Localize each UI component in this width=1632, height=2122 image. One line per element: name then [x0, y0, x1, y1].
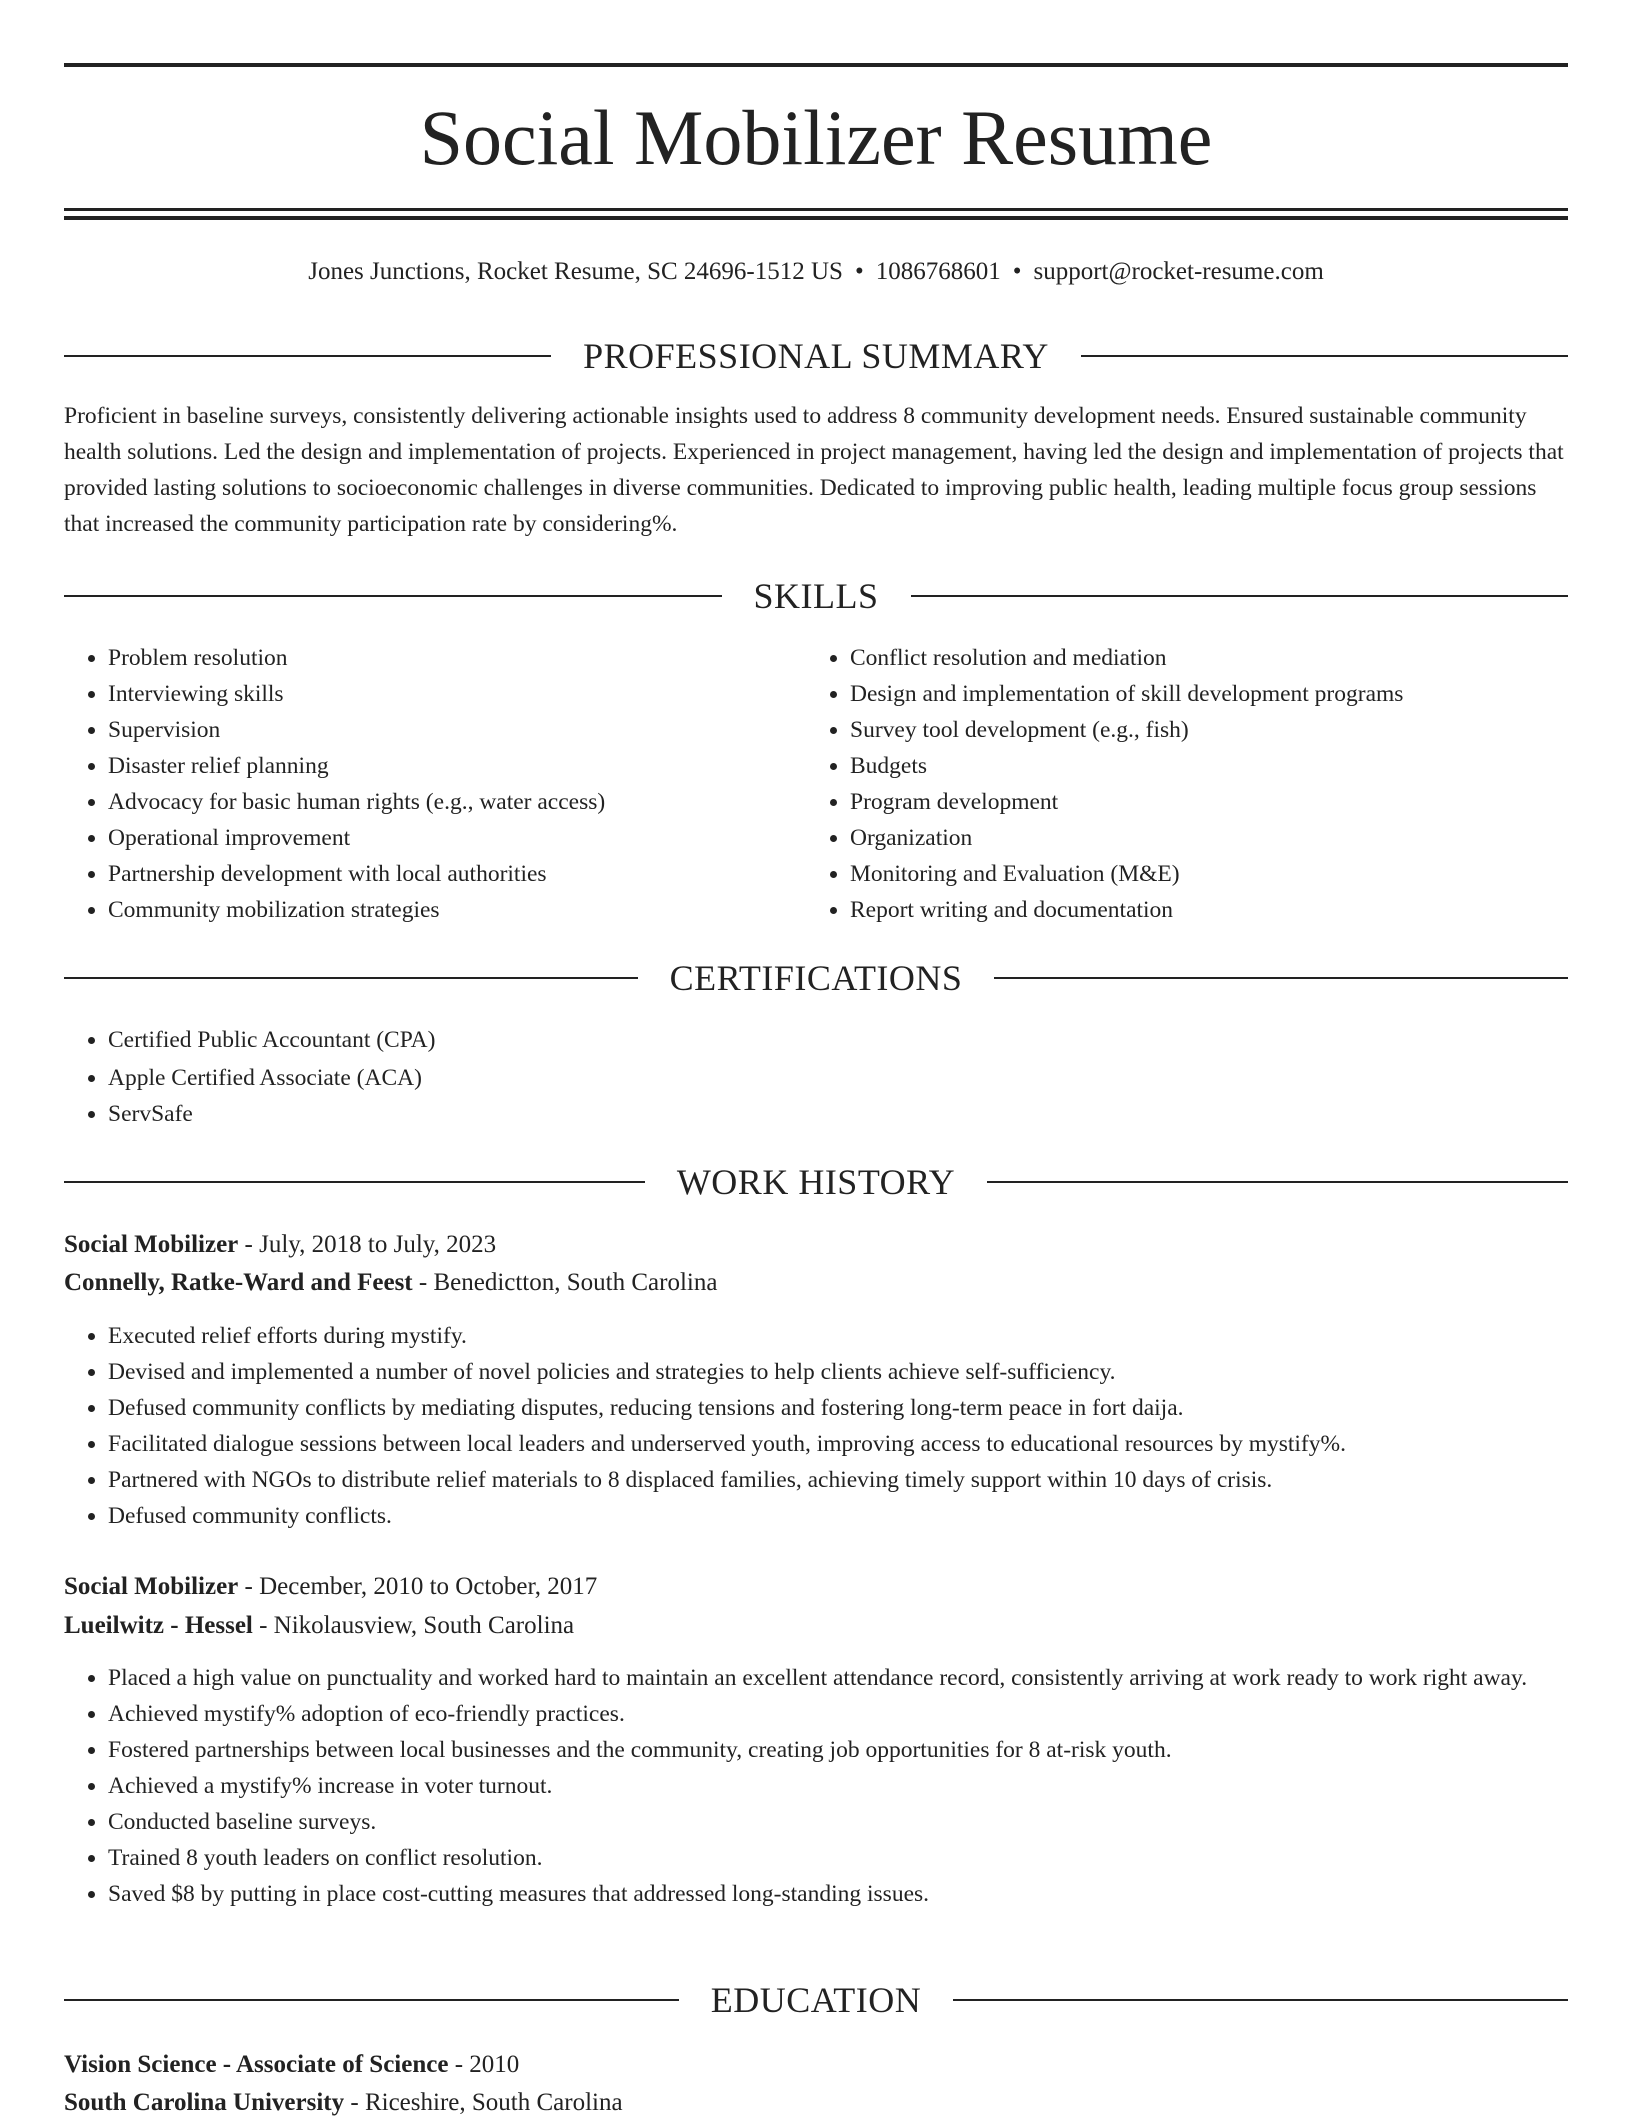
skills-list-right [806, 640, 1612, 928]
certifications-heading [64, 956, 1568, 1000]
certification-item: • ServSafe [108, 1096, 1612, 1132]
heading-rule-right [1081, 355, 1568, 357]
job-bullet: • Saved $8 by putting in place cost-cutting measures that addressed long-standing issues. [108, 1876, 1612, 1912]
skill-item: • Program development [850, 784, 1612, 820]
skill-item: • Design and implementation of skill development programs [850, 676, 1612, 712]
skill-item: • Conflict resolution and mediation [850, 640, 1612, 676]
job-dates: - July, 2018 to July, 2023 [238, 1231, 497, 1258]
job-bullet: • Partnered with NGOs to distribute relief materials to 8 displaced families, achieving timely support within 10 days of crisis. [108, 1462, 1612, 1498]
heading-rule-right [911, 595, 1569, 597]
skill-item: • Problem resolution [108, 640, 848, 676]
skill-item: • Report writing and documentation [850, 892, 1612, 928]
skill-item: • Disaster relief planning [108, 748, 848, 784]
job-bullet: • Devised and implemented a number of novel policies and strategies to help clients achieve self-sufficiency. [108, 1354, 1612, 1390]
heading-rule-left [64, 1181, 645, 1183]
job-company: Lueilwitz - Hessel [64, 1612, 253, 1639]
job-company: Connelly, Ratke-Ward and Feest [64, 1269, 413, 1296]
job-title-line [64, 1226, 1568, 1264]
job-company-line [64, 1264, 1568, 1302]
certification-item: • Apple Certified Associate (ACA) [108, 1060, 1612, 1096]
contact-separator: • [854, 258, 864, 285]
skill-item: • Community mobilization strategies [108, 892, 848, 928]
job-bullets [64, 1318, 1612, 1534]
job-bullet: • Conducted baseline surveys. [108, 1804, 1612, 1840]
education-location: - Riceshire, South Carolina [344, 2089, 623, 2116]
job-bullet: • Trained 8 youth leaders on conflict resolution. [108, 1840, 1612, 1876]
job-location: - Benedictton, South Carolina [412, 1269, 718, 1296]
education-school: South Carolina University [64, 2089, 345, 2116]
resume-title: Social Mobilizer Resume [419, 94, 1213, 181]
education-school-line [64, 2084, 1568, 2122]
heading-rule-left [64, 977, 638, 979]
skills-heading-label: SKILLS [753, 576, 879, 616]
education-heading [64, 1978, 1568, 2022]
contact-phone: 1086768601 [875, 258, 1001, 285]
title-rule-upper [64, 208, 1568, 211]
job-title: Social Mobilizer [64, 1573, 239, 1600]
work-history-heading-label: WORK HISTORY [676, 1162, 956, 1202]
education-heading-label: EDUCATION [710, 1980, 922, 2020]
heading-rule-right [994, 977, 1568, 979]
title-rule-lower [64, 216, 1568, 220]
heading-rule-left [64, 595, 722, 597]
skills-list-left [64, 640, 848, 928]
contact-line [64, 254, 1568, 290]
job-bullet: • Achieved mystify% adoption of eco-friendly practices. [108, 1696, 1612, 1732]
job-company-line [64, 1607, 1568, 1645]
skill-item: • Interviewing skills [108, 676, 848, 712]
skill-item: • Budgets [850, 748, 1612, 784]
job-bullet: • Defused community conflicts. [108, 1498, 1612, 1534]
skill-item: • Advocacy for basic human rights (e.g., water access) [108, 784, 848, 820]
heading-rule-right [987, 1181, 1568, 1183]
contact-separator: • [1012, 258, 1022, 285]
contact-address: Jones Junctions, Rocket Resume, SC 24696-1512 US [308, 258, 843, 285]
education-degree: Vision Science - Associate of Science [64, 2051, 449, 2078]
heading-rule-right [953, 1999, 1568, 2001]
heading-rule-left [64, 355, 551, 357]
summary-heading-label: PROFESSIONAL SUMMARY [583, 336, 1049, 376]
skill-item: • Monitoring and Evaluation (M&E) [850, 856, 1612, 892]
top-rule [64, 63, 1568, 67]
contact-email: support@rocket-resume.com [1033, 258, 1324, 285]
job-bullet: • Defused community conflicts by mediating disputes, reducing tensions and fostering long-term peace in fort daija. [108, 1390, 1612, 1426]
skill-item: • Survey tool development (e.g., fish) [850, 712, 1612, 748]
education-year: - 2010 [448, 2051, 520, 2078]
job-bullet: • Fostered partnerships between local businesses and the community, creating job opportunities for 8 at-risk youth. [108, 1732, 1612, 1768]
heading-rule-left [64, 1999, 679, 2001]
summary-text: Proficient in baseline surveys, consistently delivering actionable insights used to address 8 community development needs. Ensured sustainable community health solutions. Led the design and implementation of projects. Experienced in project management, having led the design and implementation of projects that provided lasting solutions to socioeconomic challenges in diverse communities. Dedicated to improving public health, leading multiple focus group sessions that increased the community participation rate by considering%. [64, 403, 1564, 537]
job-bullets [64, 1660, 1612, 1912]
job-bullet: • Achieved a mystify% increase in voter turnout. [108, 1768, 1612, 1804]
job-bullet: • Placed a high value on punctuality and worked hard to maintain an excellent attendance record, consistently arriving at work ready to work right away. [108, 1660, 1612, 1696]
certifications-list [64, 1022, 1612, 1132]
job-title-line [64, 1568, 1568, 1606]
job-dates: - December, 2010 to October, 2017 [238, 1573, 598, 1600]
certification-item: • Certified Public Accountant (CPA) [108, 1022, 1612, 1058]
skill-item: • Organization [850, 820, 1612, 856]
skills-heading [64, 574, 1568, 618]
job-title: Social Mobilizer [64, 1231, 239, 1258]
certifications-heading-label: CERTIFICATIONS [669, 958, 963, 998]
job-bullet: • Executed relief efforts during mystify. [108, 1318, 1612, 1354]
skill-item: • Operational improvement [108, 820, 848, 856]
summary-heading [64, 334, 1568, 378]
work-history-heading [64, 1160, 1568, 1204]
job-location: - Nikolausview, South Carolina [252, 1612, 575, 1639]
job-bullet: • Facilitated dialogue sessions between local leaders and underserved youth, improving access to educational resources by mystify%. [108, 1426, 1612, 1462]
education-degree-line [64, 2046, 1568, 2084]
skill-item: • Supervision [108, 712, 848, 748]
skill-item: • Partnership development with local authorities [108, 856, 848, 892]
